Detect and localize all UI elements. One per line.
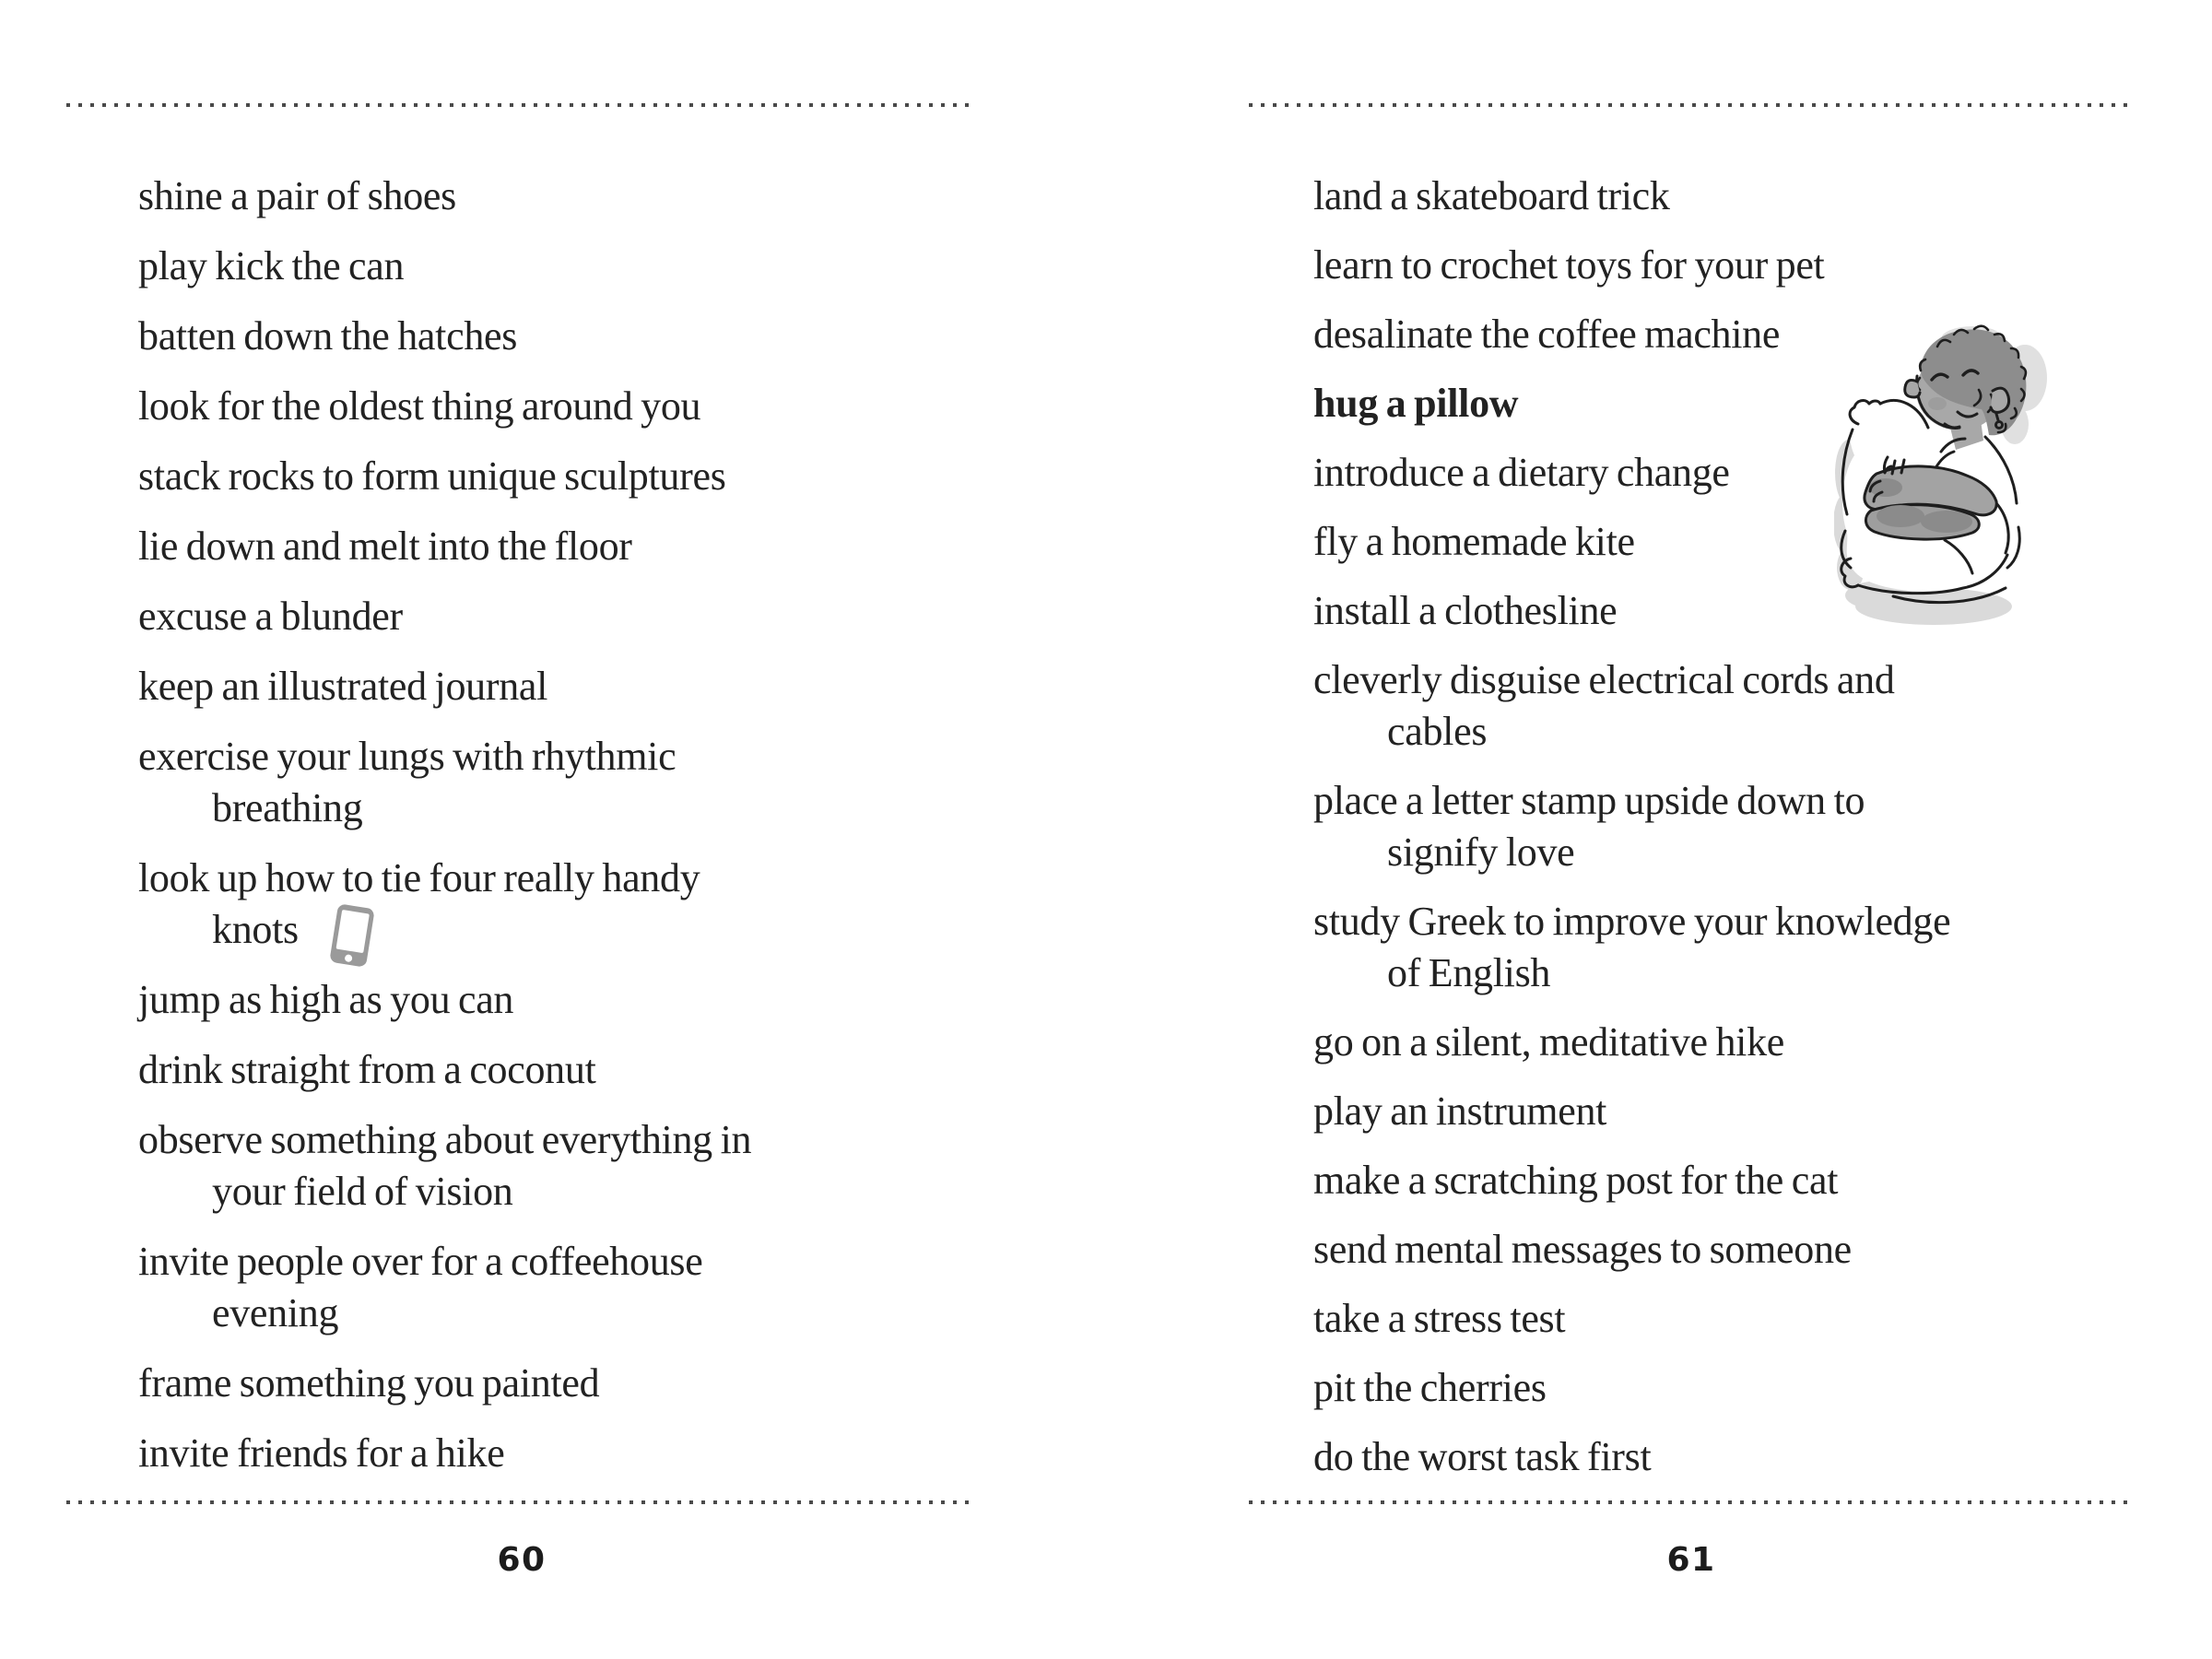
todo-item [138, 311, 995, 362]
todo-item-line: excuse a blunder [138, 594, 403, 639]
todo-item-line: go on a silent, meditative hike [1313, 1019, 1785, 1065]
todo-item-line: lie down and melt into the floor [138, 524, 632, 569]
todo-item-line: desalinate the coffee machine [1313, 312, 1781, 357]
todo-item-line: play an instrument [1313, 1088, 1607, 1134]
todo-item-line: cables [1387, 709, 1488, 754]
page-number-right: 61 [1666, 1541, 1716, 1579]
todo-item-line: frame something you painted [138, 1360, 600, 1406]
todo-item [138, 241, 995, 292]
smartphone-icon [329, 903, 375, 967]
todo-item-line: breathing [212, 785, 363, 830]
bottom-dotted-rule-left [66, 1500, 977, 1504]
todo-item [138, 381, 995, 432]
todo-item-line: drink straight from a coconut [138, 1047, 596, 1092]
todo-item-line: send mental messages to someone [1313, 1227, 1852, 1272]
todo-item [1313, 1086, 2161, 1137]
todo-item-line: make a scratching post for the cat [1313, 1158, 1839, 1203]
todo-item-line: fly a homemade kite [1313, 519, 1635, 564]
todo-item [1313, 1431, 2161, 1483]
todo-item [138, 731, 995, 834]
todo-item [138, 1428, 995, 1479]
todo-item [138, 1114, 995, 1218]
todo-item-line: do the worst task first [1313, 1434, 1652, 1479]
todo-item-line: learn to crochet toys for your pet [1313, 242, 1825, 288]
top-dotted-rule-right [1249, 103, 2134, 107]
todo-item [1313, 775, 2161, 878]
todo-item [1313, 1017, 2161, 1068]
todo-item [138, 171, 995, 222]
todo-item [138, 661, 995, 712]
todo-item [1313, 1293, 2161, 1345]
todo-item-line: take a stress test [1313, 1296, 1566, 1341]
todo-item [1313, 1155, 2161, 1206]
todo-item-line: your field of vision [212, 1169, 513, 1214]
todo-item-line: shine a pair of shoes [138, 173, 456, 218]
todo-item [1313, 171, 2161, 222]
todo-item [1313, 896, 2161, 999]
todo-item-line: stack rocks to form unique sculptures [138, 453, 726, 499]
todo-item-line: place a letter stamp upside down to [1313, 778, 1865, 823]
todo-item [138, 974, 995, 1026]
todo-item [1313, 654, 2161, 758]
todo-item-line: keep an illustrated journal [138, 664, 548, 709]
left-page-list [138, 171, 995, 1498]
todo-item-line: pit the cherries [1313, 1365, 1547, 1410]
todo-item-line: signify love [1387, 830, 1575, 875]
todo-item [138, 1044, 995, 1096]
todo-item [138, 1236, 995, 1339]
todo-item [1313, 1224, 2161, 1276]
child-hugging-pillow-illustration [1834, 321, 2055, 634]
todo-item-line: invite friends for a hike [138, 1430, 505, 1476]
todo-item-line: study Greek to improve your knowledge [1313, 899, 1951, 944]
right-page [1106, 0, 2212, 1659]
todo-item [1313, 1362, 2161, 1414]
todo-item-line: jump as high as you can [138, 977, 514, 1022]
top-dotted-rule-left [66, 103, 977, 107]
todo-item-line: play kick the can [138, 243, 405, 288]
todo-item-line: evening [212, 1290, 339, 1335]
todo-item-line: of English [1387, 950, 1551, 995]
todo-item [138, 451, 995, 502]
todo-item-line: hug a pillow [1313, 381, 1519, 426]
todo-item-line: install a clothesline [1313, 588, 1618, 633]
todo-item [138, 521, 995, 572]
todo-item-line: invite people over for a coffeehouse [138, 1239, 703, 1284]
todo-item [1313, 240, 2161, 291]
todo-item-line: observe something about everything in [138, 1117, 752, 1162]
todo-item-line: knots [212, 907, 299, 952]
todo-item-line: look for the oldest thing around you [138, 383, 701, 429]
todo-item-line: cleverly disguise electrical cords and [1313, 657, 1895, 702]
todo-item-line: look up how to tie four really handy [138, 855, 700, 900]
todo-item-line: land a skateboard trick [1313, 173, 1670, 218]
todo-item [138, 591, 995, 642]
todo-item-line: introduce a dietary change [1313, 450, 1730, 495]
todo-item-line: batten down the hatches [138, 313, 518, 359]
todo-item [138, 853, 995, 956]
bottom-dotted-rule-right [1249, 1500, 2134, 1504]
todo-item [138, 1358, 995, 1409]
page-number-left: 60 [497, 1541, 547, 1579]
todo-item-line: exercise your lungs with rhythmic [138, 734, 677, 779]
